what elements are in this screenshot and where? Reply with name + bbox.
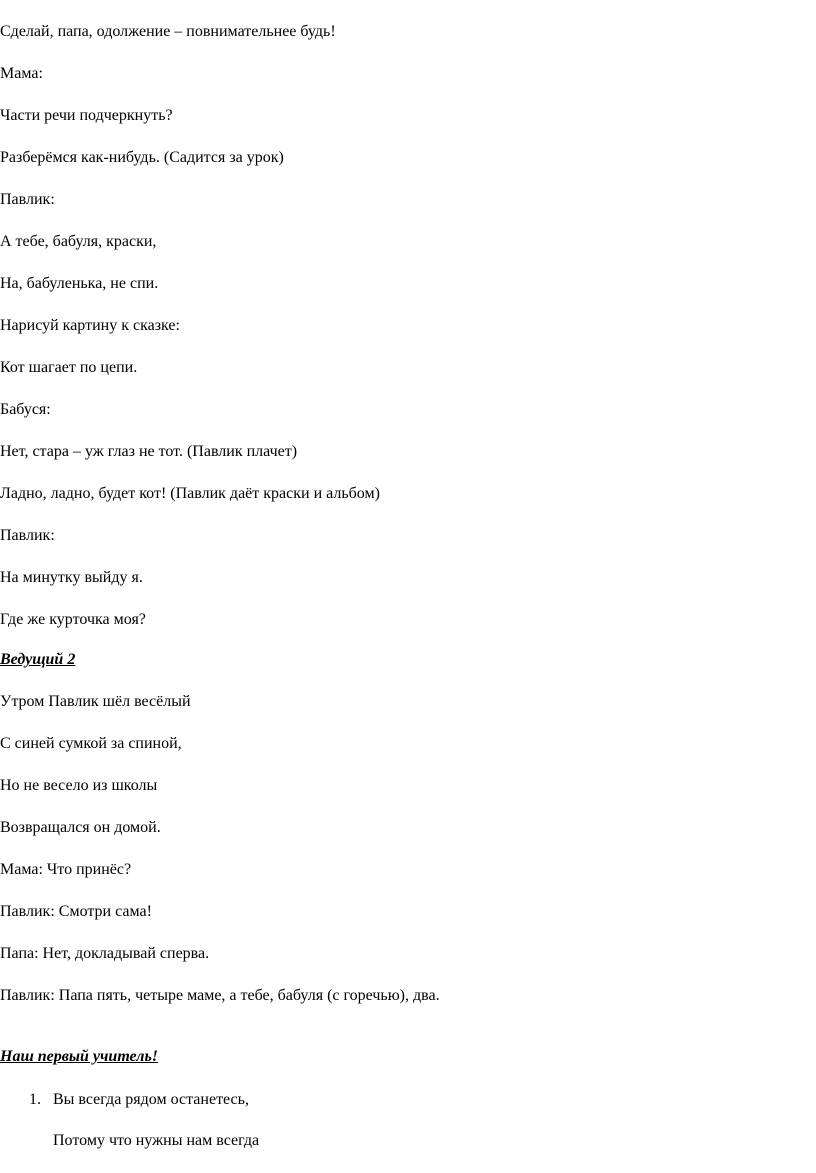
text-line: Мама: Что принёс?	[0, 861, 132, 878]
text-line: Павлик: Смотри сама!	[0, 903, 152, 920]
text-line: Нарисуй картину к сказке:	[0, 317, 180, 334]
text-line: Но не весело из школы	[0, 777, 158, 794]
text-line: Сделай, папа, одолжение – повнимательнее будь!	[0, 23, 336, 40]
text-line: А тебе, бабуля, краски,	[0, 233, 157, 250]
text-line: С синей сумкой за спиной,	[0, 735, 182, 752]
text-line: Возвращался он домой.	[0, 819, 161, 836]
list-item: Вы всегда рядом останетесь,	[53, 1091, 249, 1108]
speaker-label: Павлик:	[0, 191, 55, 208]
section-heading: Ведущий 2	[0, 651, 76, 668]
list-item-continuation: Потому что нужны нам всегда	[53, 1132, 260, 1149]
text-line: Папа: Нет, докладывай сперва.	[0, 945, 210, 962]
text-line: Кот шагает по цепи.	[0, 359, 138, 376]
text-line: Разберёмся как-нибудь. (Садится за урок)	[0, 149, 284, 166]
list-marker: 1.	[29, 1091, 41, 1108]
text-line: Утром Павлик шёл весёлый	[0, 693, 191, 710]
text-line: Где же курточка моя?	[0, 611, 146, 628]
speaker-label: Бабуся:	[0, 401, 51, 418]
text-line: На минутку выйду я.	[0, 569, 143, 586]
text-line: Ладно, ладно, будет кот! (Павлик даёт краски и альбом)	[0, 485, 380, 502]
text-line: Части речи подчеркнуть?	[0, 107, 173, 124]
text-line: На, бабуленька, не спи.	[0, 275, 159, 292]
section-heading: Наш первый учитель!	[0, 1048, 159, 1065]
text-line: Нет, стара – уж глаз не тот. (Павлик плачет)	[0, 443, 298, 460]
speaker-label: Мама:	[0, 65, 43, 82]
text-line: Павлик: Папа пять, четыре маме, а тебе, бабуля (с горечью), два.	[0, 987, 440, 1004]
speaker-label: Павлик:	[0, 527, 55, 544]
